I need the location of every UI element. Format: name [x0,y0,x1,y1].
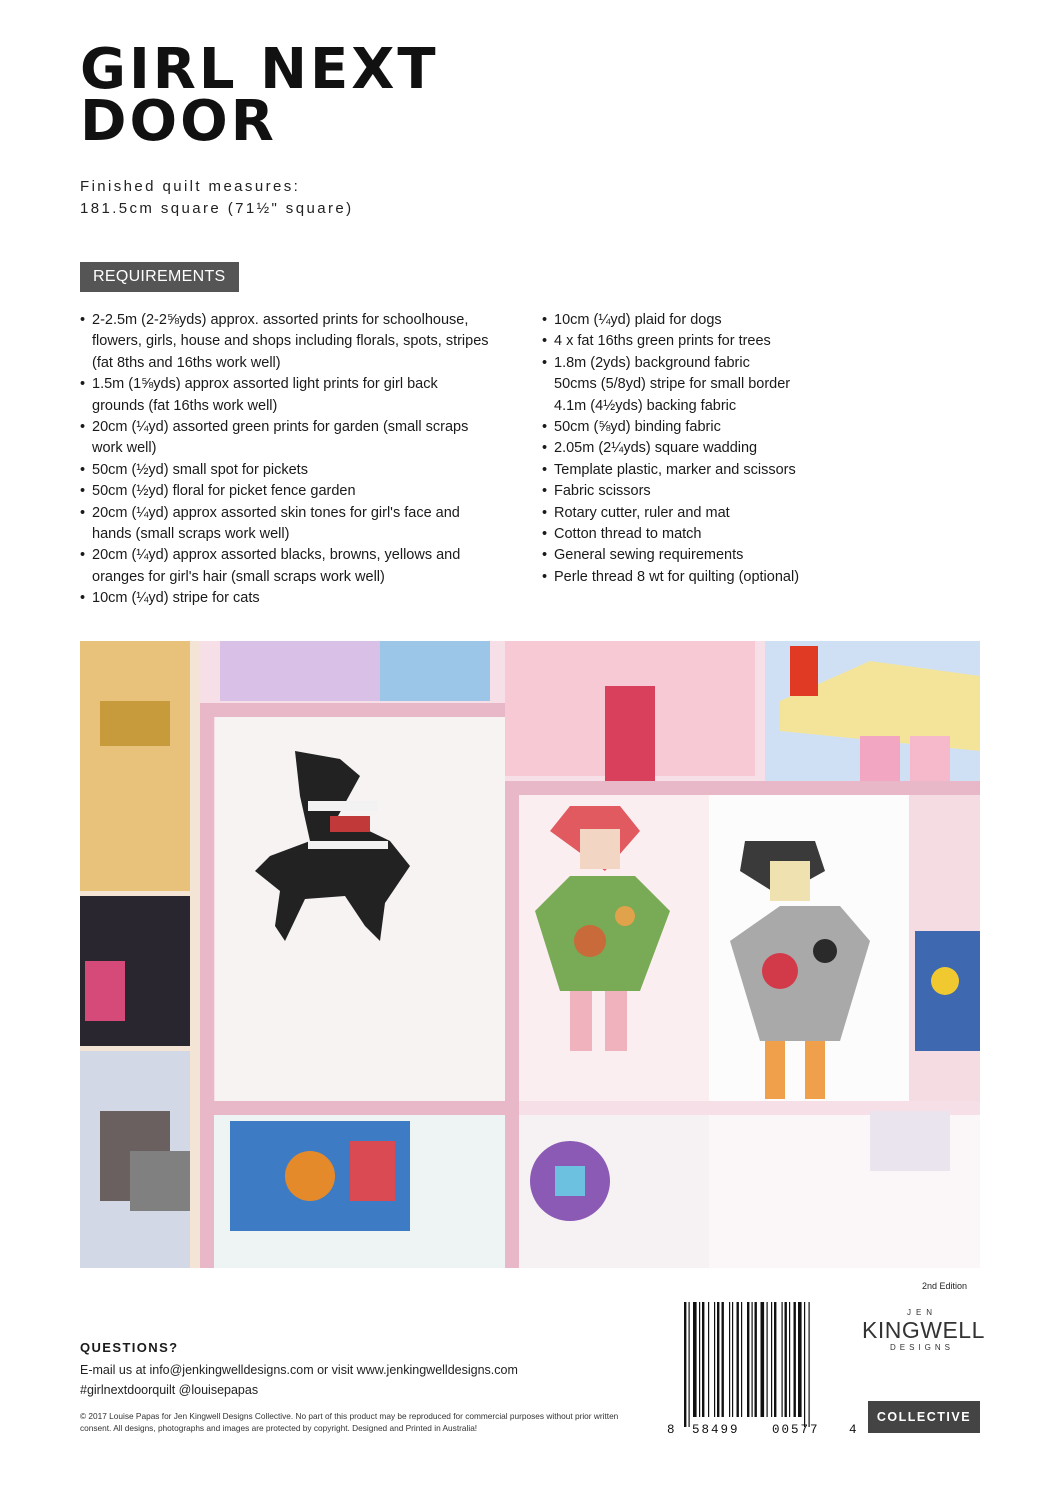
requirement-item: • Rotary cutter, ruler and mat [542,503,982,524]
requirements-list-right [542,310,982,588]
title-line-2: DOOR [80,89,277,154]
barcode-bar [702,1302,704,1417]
edition-label: 2nd Edition [922,1281,968,1291]
barcode-bar [752,1302,753,1417]
requirement-item: • General sewing requirements [542,545,982,566]
requirement-item: • 2.05m (2¼yds) square wadding [542,438,982,459]
requirement-item: • 10cm (¼yd) plaid for dogs [542,310,982,331]
logo-bottom-text: DESIGNS [889,1343,954,1352]
barcode-bar [737,1302,739,1417]
barcode-bar [767,1302,768,1417]
barcode-bar [699,1302,700,1417]
requirement-item: oranges for girl's hair (small scraps work well) [92,568,385,585]
requirement-item: (fat 8ths and 16ths work well) [92,354,281,371]
requirement-item: • Cotton thread to match [542,524,982,545]
barcode-bar [755,1302,757,1417]
jen-kingwell-logo [862,1308,985,1352]
barcode-bar [785,1302,787,1417]
barcode-bar [717,1302,719,1417]
barcode-digit-lead: 8 [667,1423,677,1437]
requirement-item: • 1.5m (1⅝yds) approx assorted light prints for girl back [80,374,525,395]
barcode-bar [809,1302,810,1427]
requirement-item: work well) [92,440,157,457]
barcode-bar [722,1302,724,1417]
logo-top-text: JEN [906,1308,938,1317]
requirement-item: • Template plastic, marker and scissors [542,460,982,481]
requirement-item: flowers, girls, house and shops including florals, spots, stripes [92,333,489,350]
barcode-bar [741,1302,742,1417]
barcode-bar [789,1302,790,1417]
requirement-item: • 50cm (⅝yd) binding fabric [542,417,982,438]
contact-line: E-mail us at info@jenkingwelldesigns.com or visit www.jenkingwelldesigns.com [80,1363,518,1377]
barcode-bar [684,1302,686,1427]
barcode-bar [771,1302,772,1417]
barcode-bar [689,1302,690,1427]
requirements-list-left [80,310,525,610]
barcode-bar [804,1302,805,1427]
requirement-item: • 50cm (½yd) small spot for pickets [80,460,525,481]
collective-badge: COLLECTIVE [868,1401,980,1433]
barcode-bar [794,1302,796,1417]
barcode-digit-check: 4 [849,1423,859,1437]
copyright-notice: © 2017 Louise Papas for Jen Kingwell Designs Collective. No part of this product may be reproduced for commercial purposes without prior written consent. All designs, photographs and images are protected by copyright. Designed and Printed in Australia! [80,1411,619,1433]
requirements-heading: REQUIREMENTS [80,262,239,292]
requirement-item: • 10cm (¼yd) stripe for cats [80,588,525,609]
barcode-digits-right: 00577 [772,1423,820,1437]
title-line-1: GIRL NEXT [80,37,439,102]
barcode-bar [774,1302,776,1417]
requirement-item: • Perle thread 8 wt for quilting (optional) [542,567,982,588]
requirement-item: • 20cm (¼yd) approx assorted skin tones for girl's face and [80,503,525,524]
barcode-bar [729,1302,730,1417]
requirement-item: • 1.8m (2yds) background fabric [542,353,982,374]
finished-size-line-1: Finished quilt measures: [80,178,301,195]
barcode-bar [732,1302,733,1417]
requirement-item: 50cms (5/8yd) stripe for small border [554,376,791,393]
logo-main-text: KINGWELL [862,1317,985,1343]
barcode-bar [693,1302,697,1417]
quilt-photo [80,641,980,1268]
barcode-bar [798,1302,802,1417]
finished-size-line-2: 181.5cm square (71½" square) [80,200,354,217]
questions-heading: QUESTIONS? [80,1340,179,1355]
barcode-digits-left: 58499 [692,1423,740,1437]
finished-size [80,176,353,220]
page-title [80,37,439,154]
requirement-item: • 20cm (¼yd) approx assorted blacks, browns, yellows and [80,545,525,566]
barcode-bar [714,1302,715,1417]
requirement-item: grounds (fat 16ths work well) [92,397,278,414]
barcode-bar [708,1302,709,1417]
barcode-bar [761,1302,765,1417]
requirement-item: • 50cm (½yd) floral for picket fence garden [80,481,525,502]
barcode-bar [747,1302,749,1417]
requirement-item: • 4 x fat 16ths green prints for trees [542,331,982,352]
barcode [680,1302,850,1442]
requirement-item: hands (small scraps work well) [92,526,290,543]
requirement-item: • 2-2.5m (2-2⅝yds) approx. assorted prints for schoolhouse, [80,310,525,331]
requirement-item: • Fabric scissors [542,481,982,502]
requirement-item: • 20cm (¼yd) assorted green prints for garden (small scraps [80,417,525,438]
social-line: #girlnextdoorquilt @louisepapas [80,1383,259,1397]
barcode-bar [782,1302,783,1417]
requirement-item: 4.1m (4½yds) backing fabric [554,397,737,414]
